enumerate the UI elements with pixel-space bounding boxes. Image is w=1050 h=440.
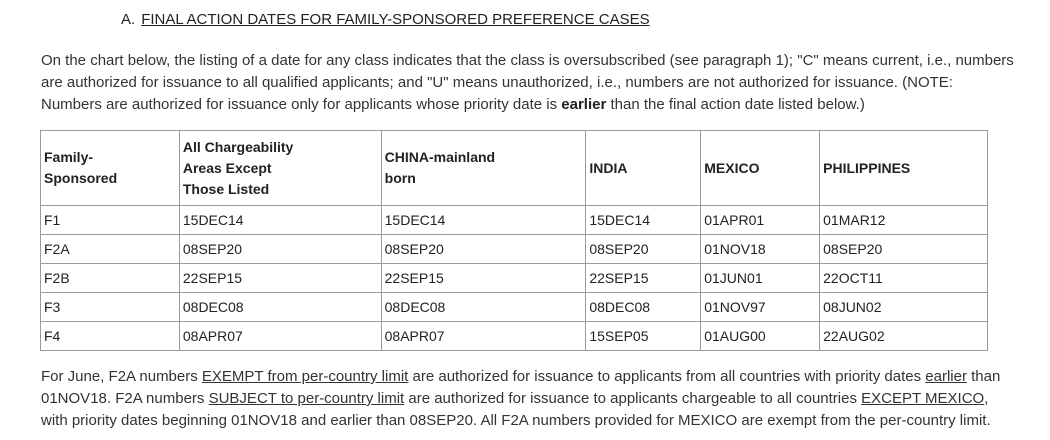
header-china-mainland bbox=[381, 131, 586, 206]
table-cell: 08SEP20 bbox=[179, 235, 381, 264]
intro-text-1: On the chart below, the listing of a date for any class indicates that the class is oversubscribed (see paragraph 1); "C" means current, i.e., numbers are authorized for issuance to all qualified applicants; and "U" means unauthorized, i.e., numbers are not authorized for issuance. (NOTE: Numbers are authorized for issuance only for applicants whose priority date is bbox=[41, 52, 1014, 113]
table-cell: 08SEP20 bbox=[820, 235, 988, 264]
table-cell: F2A bbox=[41, 235, 180, 264]
header-line: Areas Except bbox=[182, 159, 272, 176]
header-family-sponsored bbox=[41, 131, 180, 206]
header-line: born bbox=[384, 170, 416, 186]
table-cell: F1 bbox=[41, 206, 180, 235]
earlier-text: earlier bbox=[925, 368, 967, 385]
header-line: INDIA bbox=[589, 159, 628, 176]
table-cell: 15DEC14 bbox=[586, 206, 701, 235]
table-cell: F3 bbox=[41, 293, 180, 322]
table-cell: F2B bbox=[41, 264, 180, 293]
table-cell: 15DEC14 bbox=[381, 206, 586, 235]
header-india bbox=[586, 131, 701, 206]
footer-text: are authorized for issuance to applicants chargeable to all countries bbox=[404, 390, 862, 407]
intro-paragraph bbox=[41, 50, 1016, 116]
table-cell: 08APR07 bbox=[179, 322, 381, 351]
header-line: Family- bbox=[44, 149, 94, 165]
table-cell: 22SEP15 bbox=[179, 264, 381, 293]
table-cell: 01JUN01 bbox=[701, 264, 820, 293]
table-cell: 08SEP20 bbox=[586, 235, 701, 264]
table-header-row bbox=[41, 131, 988, 206]
table-row bbox=[41, 322, 988, 351]
footer-text: than 01NOV18. F2A numbers bbox=[41, 368, 1001, 407]
table-cell: 15DEC14 bbox=[179, 206, 381, 235]
section-letter: A. bbox=[121, 11, 136, 28]
intro-bold-earlier: earlier bbox=[561, 96, 607, 113]
table-cell: 01MAR12 bbox=[820, 206, 988, 235]
header-line: MEXICO bbox=[704, 159, 760, 176]
header-line: All Chargeability bbox=[182, 138, 294, 155]
footer-text: , with priority dates beginning 01NOV18 and earlier than 08SEP20. All F2A numbers provided for MEXICO are exempt from the per-country limit. bbox=[41, 390, 991, 429]
header-philippines bbox=[820, 131, 988, 206]
table-cell: 01AUG00 bbox=[701, 322, 820, 351]
table-cell: 08JUN02 bbox=[820, 293, 988, 322]
exempt-limit-text: EXEMPT from per-country limit bbox=[201, 368, 409, 385]
table-cell: F4 bbox=[41, 322, 180, 351]
header-mexico bbox=[701, 131, 820, 206]
intro-text-2: than the final action date listed below.) bbox=[606, 96, 865, 113]
table-cell: 08APR07 bbox=[381, 322, 586, 351]
table-cell: 01NOV97 bbox=[701, 293, 820, 322]
table-row bbox=[41, 235, 988, 264]
table-cell: 08DEC08 bbox=[381, 293, 586, 322]
header-all-chargeability bbox=[179, 131, 381, 206]
section-heading bbox=[121, 11, 650, 28]
table-cell: 22AUG02 bbox=[820, 322, 988, 351]
header-line: Sponsored bbox=[44, 170, 118, 186]
subject-limit-text: SUBJECT to per-country limit bbox=[208, 390, 405, 407]
table-cell: 22SEP15 bbox=[586, 264, 701, 293]
header-line: PHILIPPINES bbox=[823, 159, 911, 176]
footer-text: For June, F2A numbers bbox=[41, 368, 202, 385]
header-line: Those Listed bbox=[182, 180, 270, 197]
table-row bbox=[41, 264, 988, 293]
table-cell: 08SEP20 bbox=[381, 235, 586, 264]
table-cell: 01NOV18 bbox=[701, 235, 820, 264]
final-action-dates-table bbox=[40, 130, 988, 351]
section-title: FINAL ACTION DATES FOR FAMILY-SPONSORED PREFERENCE CASES bbox=[141, 11, 650, 28]
table-cell: 08DEC08 bbox=[179, 293, 381, 322]
footer-paragraph bbox=[41, 366, 1016, 432]
table-cell: 22SEP15 bbox=[381, 264, 586, 293]
table-cell: 08DEC08 bbox=[586, 293, 701, 322]
footer-text: are authorized for issuance to applicants from all countries with priority dates bbox=[408, 368, 926, 385]
header-line: CHINA-mainland bbox=[384, 149, 496, 165]
table-row bbox=[41, 293, 988, 322]
table-cell: 22OCT11 bbox=[820, 264, 988, 293]
table-cell: 15SEP05 bbox=[586, 322, 701, 351]
except-mexico-text: EXCEPT MEXICO bbox=[861, 390, 985, 407]
table-cell: 01APR01 bbox=[701, 206, 820, 235]
table-row bbox=[41, 206, 988, 235]
